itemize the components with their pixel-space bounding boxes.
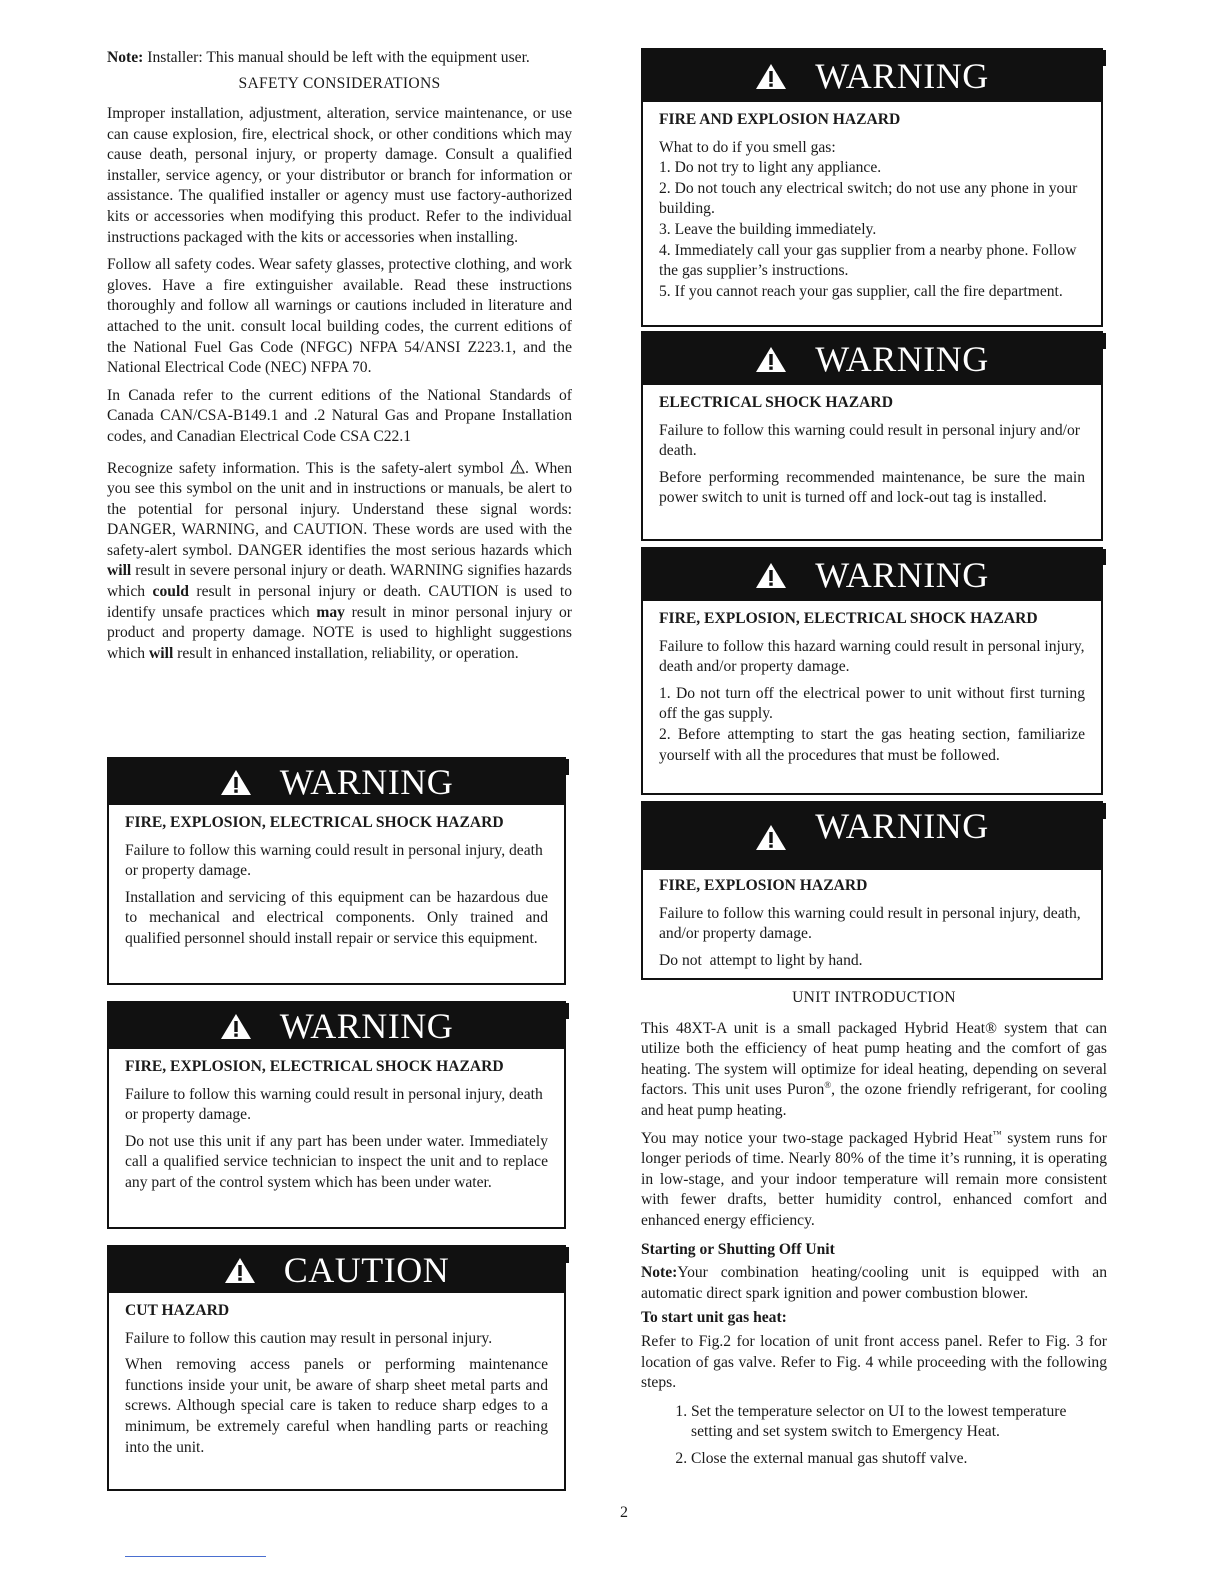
gas-instruction-step: 5. If you cannot reach your gas supplier, call the fire department. (659, 282, 1063, 300)
warning-banner (643, 803, 1101, 849)
warning-banner (643, 333, 1101, 385)
hazard-title: FIRE, EXPLOSION HAZARD (659, 877, 868, 894)
gas-heat-heading: To start unit gas heat: (641, 1309, 787, 1327)
safety-title: SAFETY CONSIDERATIONS (238, 75, 441, 92)
warning-label: WARNING (279, 1005, 454, 1046)
intro-para-1: This 48XT-A unit is a small packaged Hybrid Heat® system that can utilize both the efficiency of heat pump heating and the comfort of gas heating. The system will optimize for ideal heating, depending on several factors. This unit uses Puron®, the ozone friendly refrigerant, for cooling and heat pump heating. (641, 1019, 1107, 1119)
warning-text: Failure to follow this warning could result in personal injury, death or property damage. (125, 841, 543, 880)
warning-label: WARNING (815, 805, 989, 846)
gas-instruction-intro: What to do if you smell gas: (659, 138, 836, 156)
hazard-title: ELECTRICAL SHOCK HAZARD (659, 394, 893, 411)
warning-box-electrical-2 (107, 1001, 566, 1229)
warning-alert-icon (755, 62, 787, 90)
safety-para-4: Recognize safety information. This is the safety-alert symbol . When you see this symbol on the unit and in instructions or manuals, be alert to the potential for personal injury. Understand these signal words: DANGER, WARNING, and CAUTION. These words are used with the safety-alert symbol. DANGER identifies the most serious hazards which will result in severe personal injury or death. WARNING signifies hazards which could result in personal injury or death. CAUTION is used to identify unsafe practices which may result in minor personal injury or product and property damage. NOTE is used to highlight suggestions which will result in enhanced installation, reliability, or operation. (107, 459, 572, 662)
warning-text: Before performing recommended maintenance, be sure the main power switch to unit is turned off and lock-out tag is installed. (659, 468, 1085, 507)
gas-instruction-step: 4. Immediately call your gas supplier from a nearby phone. Follow the gas supplier’s instructions. (659, 241, 1077, 280)
warning-banner (109, 1003, 564, 1049)
warning-alert-icon (220, 768, 252, 796)
warning-box-electrical-1 (107, 757, 566, 985)
warning-alert-icon (755, 561, 787, 589)
caution-banner (109, 1247, 564, 1293)
page-number: 2 (620, 1504, 628, 1521)
warning-label: WARNING (279, 761, 454, 802)
safety-para-2: Follow all safety codes. Wear safety glasses, protective clothing, and work gloves. Have a fire extinguisher available. Read these instructions thoroughly and follow all warnings or cautions included in literature and attached to the unit. consult local building codes, the current editions of the National Fuel Gas Code (NFGC) NFPA 54/ANSI Z223.1, and the National Electrical Code (NEC) NFPA 70. (107, 256, 572, 377)
note-text: Installer: This manual should be left with the equipment user. (143, 49, 530, 66)
intro-title: UNIT INTRODUCTION (792, 989, 956, 1006)
intro-para-2: You may notice your two-stage packaged Hybrid Heat™ system runs for longer periods of time. Nearly 80% of the time it’s running, it is operating in low-stage, and your indoor temperature will remain more consistent with fewer drafts, better humidity control, enhanced comfort and enhanced energy efficiency. (641, 1128, 1107, 1229)
safety-alert-icon (510, 460, 525, 474)
warning-label: WARNING (815, 554, 989, 595)
warning-alert-icon (755, 345, 787, 373)
footer-rule (125, 1556, 266, 1557)
hazard-title: FIRE, EXPLOSION, ELECTRICAL SHOCK HAZARD (659, 610, 1038, 627)
caution-box-cut-hazard (107, 1245, 566, 1491)
warning-text: Do not use this unit if any part has been under water. Immediately call a qualified service technician to inspect the unit and to replace any part of the control system which has been under water. (125, 1132, 548, 1191)
warning-step: 2. Before attempting to start the gas heating section, familiarize yourself with all the procedures that must be followed. (659, 725, 1085, 764)
start-step: 1. Set the temperature selector on UI to the lowest temperature setting and set system switch to Emergency Heat. (691, 1402, 1107, 1443)
caution-text: When removing access panels or performing maintenance functions inside your unit, be aware of sharp sheet metal parts and screws. Although special care is taken to reduce sharp edges to a minimum, be extremely careful when handling parts or reaching into the unit. (125, 1356, 548, 1456)
caution-text: Failure to follow this caution may result in personal injury. (125, 1329, 493, 1347)
warning-banner (109, 759, 564, 805)
hazard-title: FIRE, EXPLOSION, ELECTRICAL SHOCK HAZARD (125, 814, 504, 831)
start-stop-heading: Starting or Shutting Off Unit (641, 1240, 835, 1258)
hazard-title: CUT HAZARD (125, 1302, 230, 1319)
warning-alert-icon (220, 1012, 252, 1040)
caution-alert-icon (224, 1256, 256, 1284)
hazard-title: FIRE, EXPLOSION, ELECTRICAL SHOCK HAZARD (125, 1058, 504, 1075)
caution-label: CAUTION (283, 1249, 450, 1290)
note-label: Note: (107, 49, 144, 66)
start-steps-list (641, 1402, 1107, 1470)
warning-box-gas-power (641, 547, 1103, 795)
warning-text: Failure to follow this warning could result in personal injury, death, and/or property damage. (659, 904, 1081, 943)
warning-text: Do not attempt to light by hand. (659, 951, 863, 969)
warning-text: Failure to follow this hazard warning could result in personal injury, death and/or property damage. (659, 637, 1085, 676)
warning-box-electrical-shock (641, 331, 1103, 541)
unit-introduction (641, 988, 1107, 1475)
safety-para-1: Improper installation, adjustment, alteration, service maintenance, or use can cause explosion, fire, electrical shock, or other conditions which may cause death, personal injury, or property damage. Consult a qualified installer, service agency, or your distributor or branch for information or assistance. The qualified installer or agency must use factory-authorized kits or accessories when modifying this product. Refer to the individual instructions packaged with the kits or accessories when installing. (107, 105, 572, 246)
intro-para-3: Refer to Fig.2 for location of unit front access panel. Refer to Fig. 3 for location of gas valve. Refer to Fig. 4 while proceeding with the following steps. (641, 1332, 1107, 1392)
warning-banner (643, 549, 1101, 601)
gas-instruction-step: 1. Do not try to light any appliance. (659, 159, 882, 177)
warning-text: Failure to follow this warning could result in personal injury, death or property damage. (125, 1085, 543, 1124)
warning-alert-icon (755, 823, 787, 851)
installer-note (107, 48, 577, 69)
warning-box-gas-smell (641, 48, 1103, 327)
safety-para-3: In Canada refer to the current editions of the National Standards of Canada CAN/CSA-B149.1 and .2 Natural Gas and Propane Installation codes, and Canadian Electrical Code CSA C22.1 (107, 386, 572, 445)
warning-banner (643, 50, 1101, 102)
gas-instruction-step: 2. Do not touch any electrical switch; do not use any phone in your building. (659, 179, 1078, 218)
warning-step: 1. Do not turn off the electrical power to unit without first turning off the gas supply. (659, 684, 1085, 723)
start-step: 2. Close the external manual gas shutoff valve. (691, 1449, 1107, 1470)
warning-label: WARNING (815, 338, 989, 379)
hazard-title: FIRE AND EXPLOSION HAZARD (659, 111, 901, 128)
warning-box-light-by-hand (641, 801, 1103, 980)
safety-body (107, 104, 572, 671)
warning-text: Failure to follow this warning could result in personal injury and/or death. (659, 421, 1080, 460)
gas-instruction-step: 3. Leave the building immediately. (659, 220, 877, 238)
warning-text: Installation and servicing of this equipment can be hazardous due to mechanical and electrical components. Only trained and qualified personnel should install repair or service this equipment. (125, 888, 548, 947)
ignition-note: Note:Your combination heating/cooling unit is equipped with an automatic direct spark ignition and power combustion blower. (641, 1264, 1107, 1302)
warning-label: WARNING (815, 55, 989, 96)
